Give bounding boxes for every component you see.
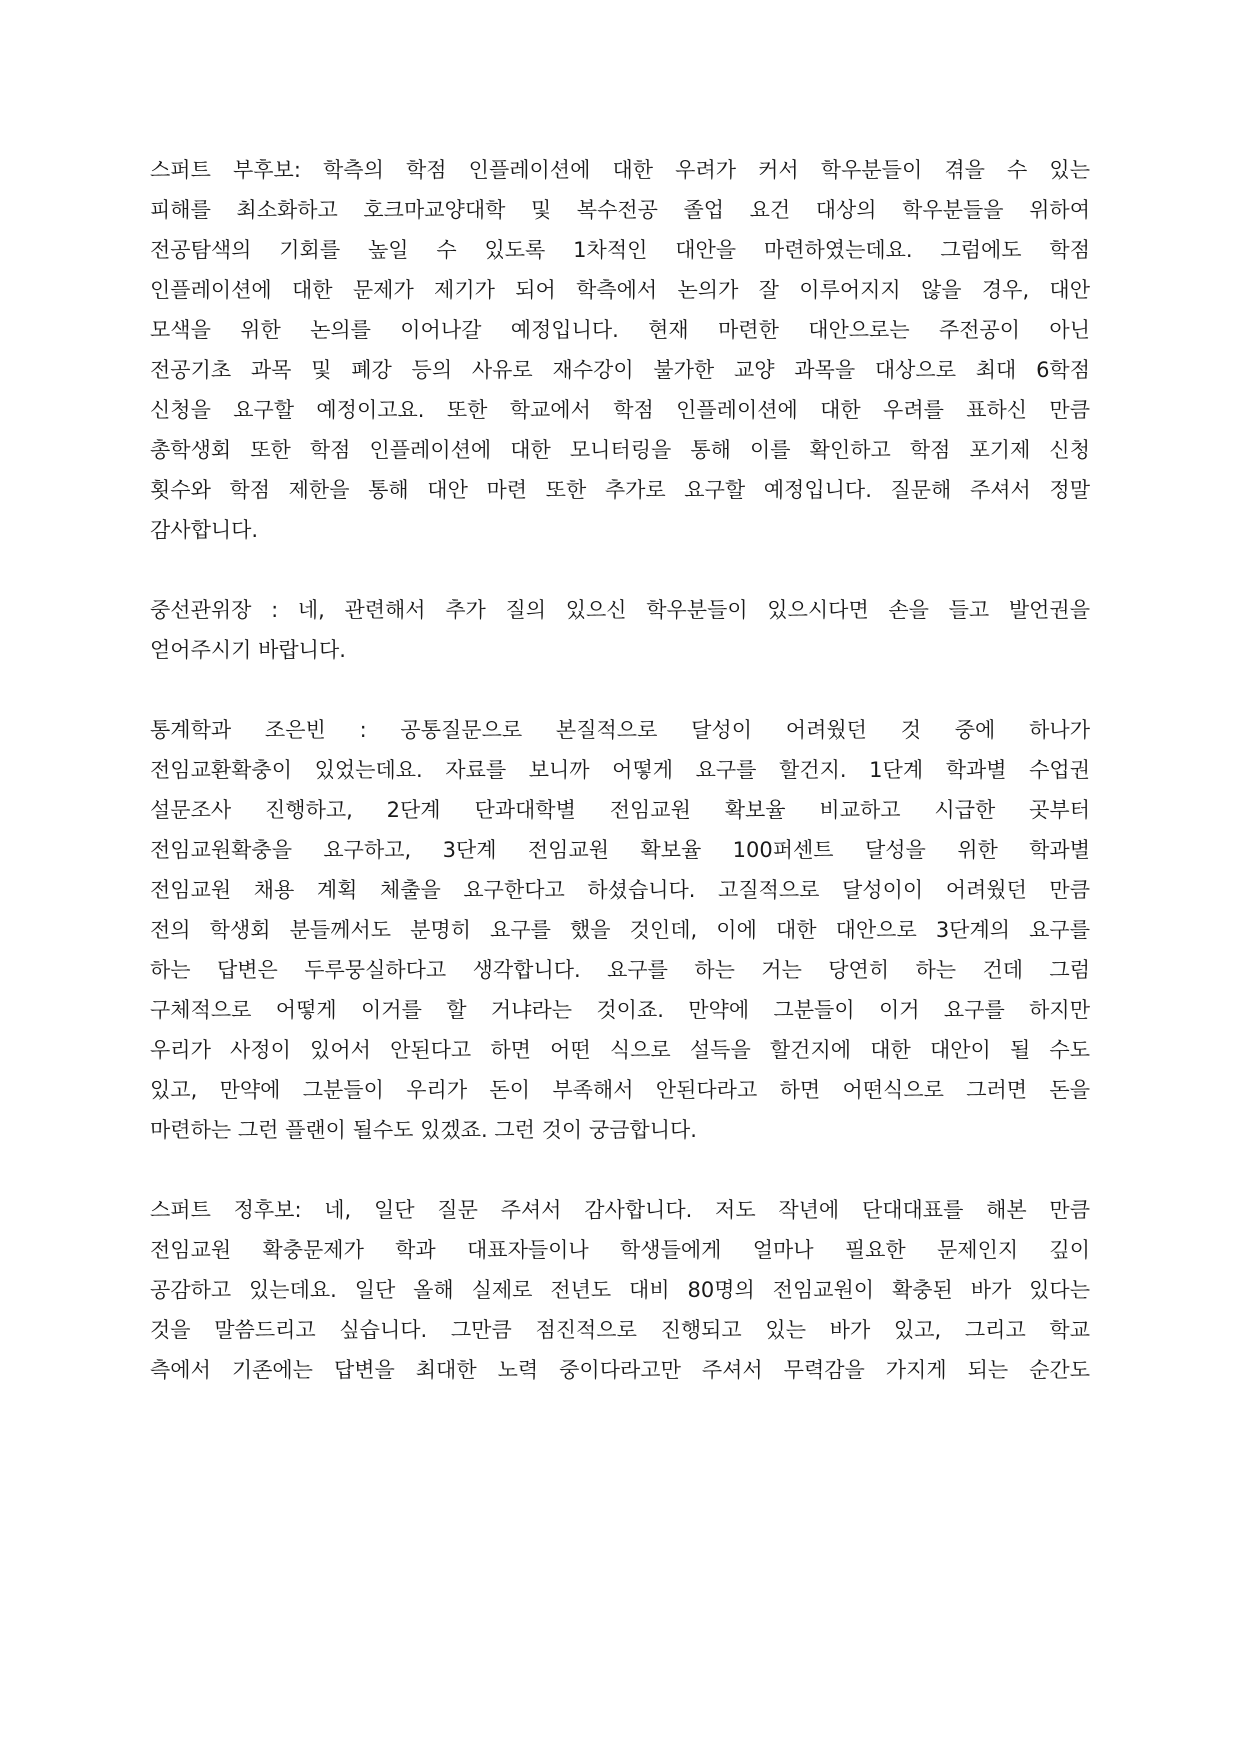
paragraph-spurt-vice-candidate	[150, 150, 1090, 550]
text-line: 감사합니다.	[150, 518, 259, 542]
text-line: 공감하고 있는데요. 일단 올해 실제로 전년도 대비 80명의 전임교원이 확충된 바가 있다는	[150, 1278, 1090, 1302]
document-page	[150, 150, 1090, 1430]
text-line: 전임교원 채용 계획 체출을 요구한다고 하셨습니다. 고질적으로 달성이이 어려웠던 만큼	[150, 878, 1090, 902]
text-line: 신청을 요구할 예정이고요. 또한 학교에서 학점 인플레이션에 대한 우려를 표하신 만큼	[150, 398, 1090, 422]
text-line: 얻어주시기 바랍니다.	[150, 638, 346, 662]
text-line: 총학생회 또한 학점 인플레이션에 대한 모니터링을 통해 이를 확인하고 학점 포기제 신청	[150, 438, 1090, 462]
text-line: 스퍼트 정후보: 네, 일단 질문 주셔서 감사합니다. 저도 작년에 단대대표를 해본 만큼	[150, 1198, 1090, 1222]
text-line: 통계학과 조은빈 : 공통질문으로 본질적으로 달성이 어려웠던 것 중에 하나가	[150, 718, 1090, 742]
text-line: 모색을 위한 논의를 이어나갈 예정입니다. 현재 마련한 대안으로는 주전공이 아닌	[150, 318, 1090, 342]
text-line: 스퍼트 부후보: 학측의 학점 인플레이션에 대한 우려가 커서 학우분들이 겪을 수 있는	[150, 158, 1090, 182]
text-line: 전임교환확충이 있었는데요. 자료를 보니까 어떻게 요구를 할건지. 1단계 학과별 수업권	[150, 758, 1090, 782]
text-line: 인플레이션에 대한 문제가 제기가 되어 학측에서 논의가 잘 이루어지지 않을 경우, 대안	[150, 278, 1090, 302]
paragraph-election-chair	[150, 590, 1090, 670]
text-line: 전의 학생회 분들께서도 분명히 요구를 했을 것인데, 이에 대한 대안으로 3단계의 요구를	[150, 918, 1090, 942]
text-line: 측에서 기존에는 답변을 최대한 노력 중이다라고만 주셔서 무력감을 가지게 되는 순간도	[150, 1358, 1090, 1382]
text-line: 설문조사 진행하고, 2단계 단과대학별 전임교원 확보율 비교하고 시급한 곳부터	[150, 798, 1090, 822]
text-line: 구체적으로 어떻게 이거를 할 거냐라는 것이죠. 만약에 그분들이 이거 요구를 하지만	[150, 998, 1090, 1022]
text-line: 것을 말씀드리고 싶습니다. 그만큼 점진적으로 진행되고 있는 바가 있고, 그리고 학교	[150, 1318, 1090, 1342]
paragraph-statistics-question	[150, 710, 1090, 1150]
text-line: 전임교원 확충문제가 학과 대표자들이나 학생들에게 얼마나 필요한 문제인지 깊이	[150, 1238, 1090, 1262]
text-line: 전공기초 과목 및 폐강 등의 사유로 재수강이 불가한 교양 과목을 대상으로 최대 6학점	[150, 358, 1090, 382]
text-line: 있고, 만약에 그분들이 우리가 돈이 부족해서 안된다라고 하면 어떤식으로 그러면 돈을	[150, 1078, 1090, 1102]
text-line: 전임교원확충을 요구하고, 3단계 전임교원 확보율 100퍼센트 달성을 위한 학과별	[150, 838, 1090, 862]
text-line: 우리가 사정이 있어서 안된다고 하면 어떤 식으로 설득을 할건지에 대한 대안이 될 수도	[150, 1038, 1090, 1062]
text-line: 마련하는 그런 플랜이 될수도 있겠죠. 그런 것이 궁금합니다.	[150, 1118, 697, 1142]
text-line: 하는 답변은 두루뭉실하다고 생각합니다. 요구를 하는 거는 당연히 하는 건데 그럼	[150, 958, 1090, 982]
text-line: 피해를 최소화하고 호크마교양대학 및 복수전공 졸업 요건 대상의 학우분들을 위하여	[150, 198, 1090, 222]
text-line: 중선관위장 : 네, 관련해서 추가 질의 있으신 학우분들이 있으시다면 손을 들고 발언권을	[150, 598, 1090, 622]
text-line: 횟수와 학점 제한을 통해 대안 마련 또한 추가로 요구할 예정입니다. 질문해 주셔서 정말	[150, 478, 1090, 502]
paragraph-spurt-main-candidate	[150, 1190, 1090, 1390]
text-line: 전공탐색의 기회를 높일 수 있도록 1차적인 대안을 마련하였는데요. 그럼에도 학점	[150, 238, 1090, 262]
